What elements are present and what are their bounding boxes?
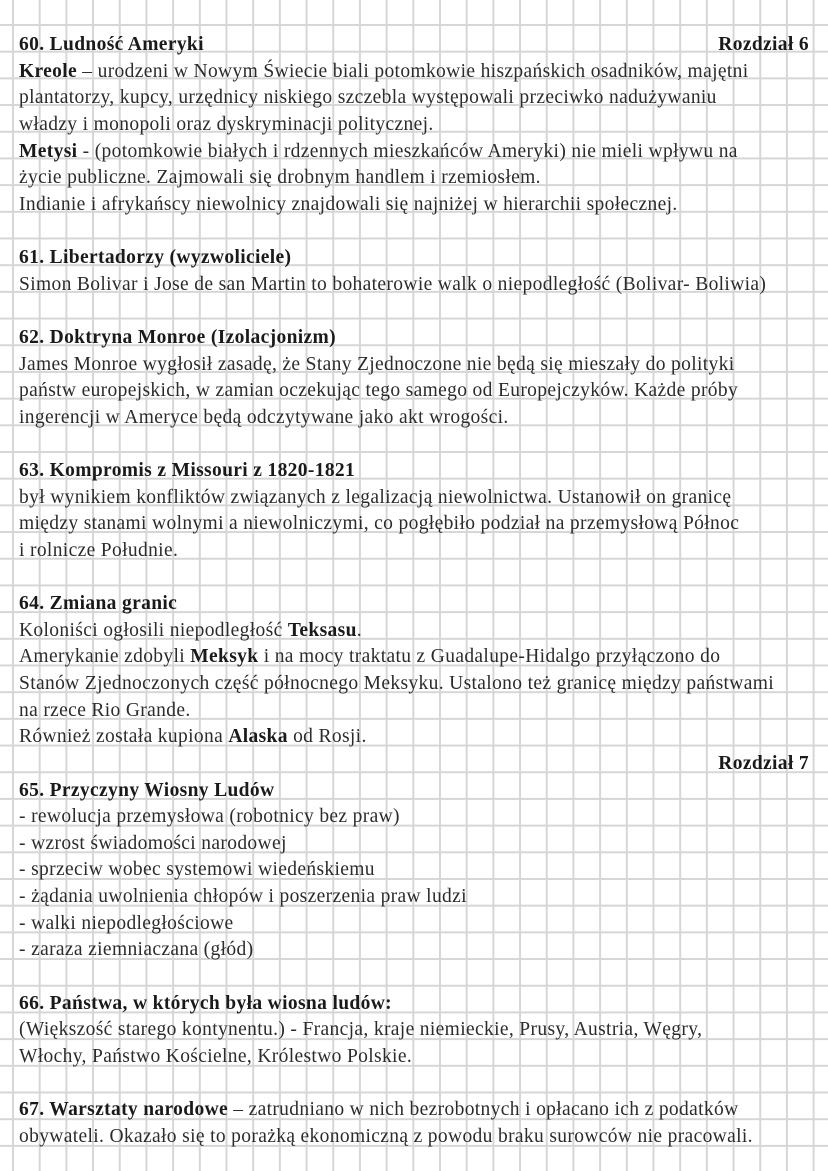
- text: – urodzeni w Nowym Świecie biali potomkowie hiszpańskich osadników, majętni: [77, 60, 749, 82]
- bold-term: Teksasu: [287, 619, 357, 641]
- section-heading: [19, 245, 809, 272]
- text: – zatrudniano w nich bezrobotnych i opłacano ich z podatków: [228, 1099, 739, 1120]
- blank-line: [19, 1070, 809, 1097]
- text-line: [19, 192, 809, 219]
- text: i na mocy traktatu z Guadalupe-Hidalgo przyłączono do: [258, 646, 721, 668]
- chapter-label-text: Rozdział 7: [718, 752, 809, 774]
- section-heading-text: 65. Przyczyny Wiosny Ludów: [19, 779, 275, 801]
- text: plantatorzy, kupcy, urzędnicy niskiego szczebla występowali przeciwko nadużywaniu: [19, 87, 717, 109]
- text-line: [19, 511, 809, 538]
- text-line: [19, 831, 809, 858]
- blank-line: [19, 218, 809, 245]
- chapter-label: [19, 751, 809, 778]
- text-line: [19, 272, 809, 299]
- bold-term: Alaska: [228, 726, 288, 748]
- text: - sprzeciw wobec systemowi wiedeńskiemu: [19, 859, 375, 881]
- section-heading-text: 62. Doktryna Monroe (Izolacjonizm): [19, 326, 336, 348]
- text: - walki niepodległościowe: [19, 912, 234, 934]
- text: Indianie i afrykańscy niewolnicy znajdowali się najniżej w hierarchii społecznej.: [19, 193, 678, 215]
- text: - wzrost świadomości narodowej: [19, 832, 287, 854]
- section-heading-text: 63. Kompromis z Missouri z 1820-1821: [19, 460, 356, 481]
- text: Włochy, Państwo Kościelne, Królestwo Polskie.: [19, 1045, 413, 1067]
- blank-line: [19, 964, 809, 991]
- text: Amerykanie zdobyli: [19, 646, 191, 668]
- text: - (potomkowie białych i rdzennych mieszkańców Ameryki) nie mieli wpływu na: [77, 140, 738, 162]
- blank-line: [19, 565, 809, 592]
- bold-term: Meksyk: [190, 646, 259, 668]
- section-heading: [19, 32, 809, 59]
- text-line: [19, 884, 809, 911]
- section-heading-text: 64. Zmiana granic: [19, 593, 178, 615]
- text-line: [19, 59, 809, 86]
- text-line: [19, 352, 809, 379]
- text-line: [19, 671, 809, 698]
- text: ingerencji w Ameryce będą odczytywane jako akt wrogości.: [19, 406, 509, 428]
- bold-term: Kreole: [19, 60, 78, 82]
- text: i rolnicze Południe.: [19, 539, 179, 561]
- section-heading: [19, 778, 809, 805]
- text-line: [19, 644, 809, 671]
- text-line: [19, 85, 809, 112]
- section-heading-text: 66. Państwa, w których była wiosna ludów:: [19, 992, 392, 1014]
- text: był wynikiem konfliktów związanych z legalizacją niewolnictwa. Ustanowił on granicę: [19, 486, 732, 508]
- text-line: [19, 112, 809, 139]
- text-line: [19, 857, 809, 884]
- text: James Monroe wygłosił zasadę, że Stany Zjednoczone nie będą się mieszały do polityki: [19, 353, 735, 375]
- text-line: [19, 937, 809, 964]
- text: władzy i monopoli oraz dyskryminacji politycznej.: [19, 113, 434, 135]
- text: Stanów Zjednoczonych część północnego Meksyku. Ustalono też granicę między państwami: [19, 673, 775, 694]
- text: .: [356, 619, 363, 641]
- chapter-label: Rozdział 6: [718, 34, 809, 55]
- text-line: [19, 1097, 809, 1124]
- text-line: [19, 698, 809, 725]
- bold-term: 67. Warsztaty narodowe: [19, 1099, 229, 1120]
- text-line: [19, 485, 809, 512]
- text-line: [19, 724, 809, 751]
- text-line: [19, 804, 809, 831]
- text: państw europejskich, w zamian oczekując tego samego od Europejczyków. Każde próby: [19, 380, 739, 402]
- section-heading: [19, 325, 809, 352]
- section-heading: [19, 591, 809, 618]
- text: - rewolucja przemysłowa (robotnicy bez praw): [19, 806, 400, 828]
- text: obywateli. Okazało się to porażką ekonomiczną z powodu braku surowców nie pracowali.: [19, 1125, 753, 1147]
- text: między stanami wolnymi a niewolniczymi, co pogłębiło podział na przemysłową Północ: [19, 513, 740, 535]
- text-line: [19, 378, 809, 405]
- section-heading: [19, 458, 809, 485]
- text: życie publiczne. Zajmowali się drobnym handlem i rzemiosłem.: [19, 167, 541, 189]
- text-line: [19, 405, 809, 432]
- blank-line: [19, 431, 809, 458]
- text: Koloniści ogłosili niepodległość: [19, 619, 288, 641]
- bold-term: Metysi: [19, 140, 78, 162]
- text: Również została kupiona: [19, 726, 229, 748]
- section-heading: [19, 991, 809, 1018]
- text: od Rosji.: [287, 726, 367, 748]
- blank-line: [19, 298, 809, 325]
- text: - zaraza ziemniaczana (głód): [19, 939, 254, 961]
- text-line: [19, 911, 809, 938]
- text-line: [19, 1044, 809, 1071]
- text-line: [19, 1017, 809, 1044]
- text-line: [19, 1124, 809, 1151]
- text: - żądania uwolnienia chłopów i poszerzenia praw ludzi: [19, 886, 467, 907]
- text: Simon Bolivar i Jose de san Martin to bohaterowie walk o niepodległość (Bolivar- Boliwia): [19, 273, 767, 295]
- text: (Większość starego kontynentu.) - Francja, kraje niemieckie, Prusy, Austria, Węgry,: [19, 1019, 703, 1041]
- notes-page: [19, 32, 809, 1150]
- section-heading-text: 61. Libertadorzy (wyzwoliciele): [19, 247, 292, 268]
- text: na rzece Rio Grande.: [19, 699, 191, 721]
- text-line: [19, 538, 809, 565]
- text-line: [19, 618, 809, 645]
- text-line: [19, 165, 809, 192]
- section-heading-text: 60. Ludność Ameryki: [19, 34, 204, 55]
- text-line: [19, 139, 809, 166]
